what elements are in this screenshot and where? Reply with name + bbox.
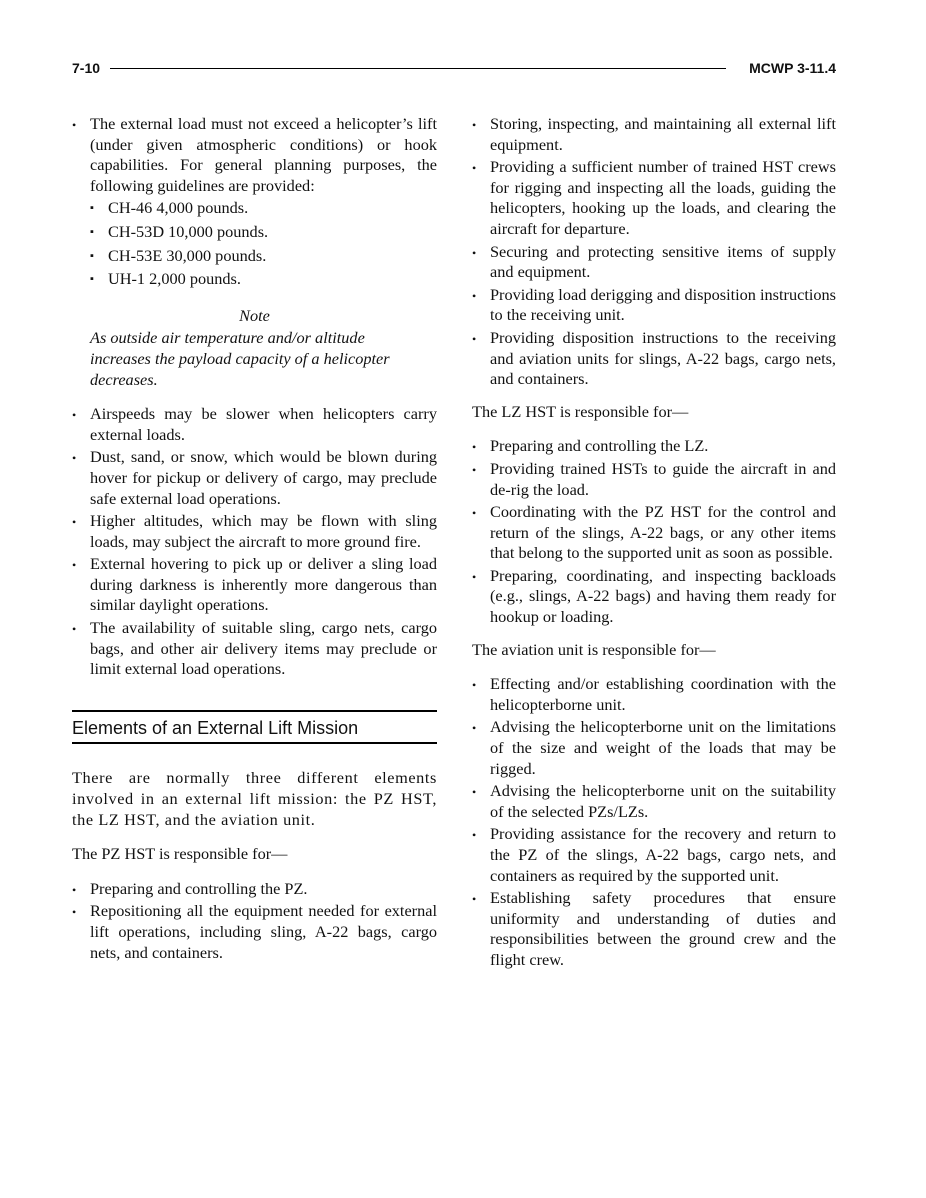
list-item: • Providing load derigging and disposition instructions to the receiving unit.	[472, 285, 836, 326]
list-item: • Securing and protecting sensitive items of supply and equipment.	[472, 242, 836, 283]
section-heading-box	[72, 710, 437, 745]
list-item: • Higher altitudes, which may be flown with sling loads, may subject the aircraft to more ground fire.	[72, 511, 437, 552]
list-item: • Coordinating with the PZ HST for the control and return of the slings, A-22 bags, or any other items that belong to the supported unit as soon as possible.	[472, 502, 836, 564]
note-title: Note	[239, 305, 270, 325]
list-item: • Establishing safety procedures that ensure uniformity and understanding of duties and responsibilities between the ground crew and the flight crew.	[472, 888, 836, 970]
aviation-lead: The aviation unit is responsible for—	[472, 639, 716, 659]
list-item: • Providing assistance for the recovery and return to the PZ of the slings, A-22 bags, cargo nets, and containers as required by the supported unit.	[472, 824, 836, 886]
list-item: • Preparing and controlling the PZ.	[72, 879, 437, 900]
list-item: • Dust, sand, or snow, which would be blown during hover for pickup or delivery of cargo, may preclude safe external load operations.	[72, 447, 437, 509]
section-heading: Elements of an External Lift Mission	[72, 717, 359, 738]
consideration-bullets	[72, 404, 437, 680]
guideline-item: ▪ CH-53D 10,000 pounds.	[90, 222, 437, 243]
lz-bullets	[472, 436, 836, 627]
list-item: • The external load must not exceed a helicopter’s lift (under given atmospheric conditions) or hook capabilities. For general planning purposes, the following guidelines are provided: ▪ CH-46 4,000 pounds. ▪ CH-53D 10,000 pounds. ▪ CH-53E 30,000 pounds. ▪ UH-1 2,000 pounds.	[72, 114, 437, 290]
pz-bullets	[72, 879, 437, 963]
list-item: • Storing, inspecting, and maintaining all external lift equipment.	[472, 114, 836, 155]
guideline-item: ▪ CH-46 4,000 pounds.	[90, 198, 437, 219]
list-item: • Preparing, coordinating, and inspecting backloads (e.g., slings, A-22 bags) and having them ready for hookup or loading.	[472, 566, 836, 628]
list-item: • The availability of suitable sling, cargo nets, cargo bags, and other air delivery items may preclude or limit external load operations.	[72, 618, 437, 680]
guideline-item: ▪ UH-1 2,000 pounds.	[90, 269, 437, 290]
list-item: • External hovering to pick up or deliver a sling load during darkness is inherently more dangerous than similar daylight operations.	[72, 554, 437, 616]
list-item: • Preparing and controlling the LZ.	[472, 436, 836, 457]
list-item: • Advising the helicopterborne unit on the suitability of the selected PZs/LZs.	[472, 781, 836, 822]
planning-bullets	[72, 114, 437, 290]
page-number: 7-10	[72, 60, 101, 76]
document-id: MCWP 3-11.4	[749, 60, 836, 76]
pz-bullets-continued	[472, 114, 836, 390]
left-column	[72, 114, 437, 965]
list-item: • Advising the helicopterborne unit on the limitations of the size and weight of the loads that may be rigged.	[472, 717, 836, 779]
list-item: • Providing a sufficient number of trained HST crews for rigging and inspecting all the loads, guiding the helicopters, hooking up the loads, and clearing the aircraft for departure.	[472, 157, 836, 239]
list-item: • Effecting and/or establishing coordination with the helicopterborne unit.	[472, 674, 836, 715]
page-header	[72, 60, 836, 80]
list-item: • Airspeeds may be slower when helicopters carry external loads.	[72, 404, 437, 445]
list-item: • Repositioning all the equipment needed for external lift operations, including sling, A-22 bags, cargo nets, and containers.	[72, 901, 437, 963]
lz-lead: The LZ HST is responsible for—	[472, 401, 689, 421]
intro-paragraph: There are normally three different elements involved in an external lift mission: the PZ HST, the LZ HST, and the aviation unit.	[72, 768, 437, 829]
header-rule	[110, 68, 726, 69]
aviation-bullets	[472, 674, 836, 970]
guideline-list	[90, 198, 437, 289]
guideline-item: ▪ CH-53E 30,000 pounds.	[90, 246, 437, 267]
list-item: • Providing disposition instructions to the receiving and aviation units for slings, A-22 bags, cargo nets, and containers.	[472, 328, 836, 390]
right-column	[472, 114, 836, 973]
pz-lead: The PZ HST is responsible for—	[72, 844, 288, 864]
note-body: As outside air temperature and/or altitude increases the payload capacity of a helicopter decreases.	[90, 328, 390, 389]
list-item: • Providing trained HSTs to guide the aircraft in and de-rig the load.	[472, 459, 836, 500]
